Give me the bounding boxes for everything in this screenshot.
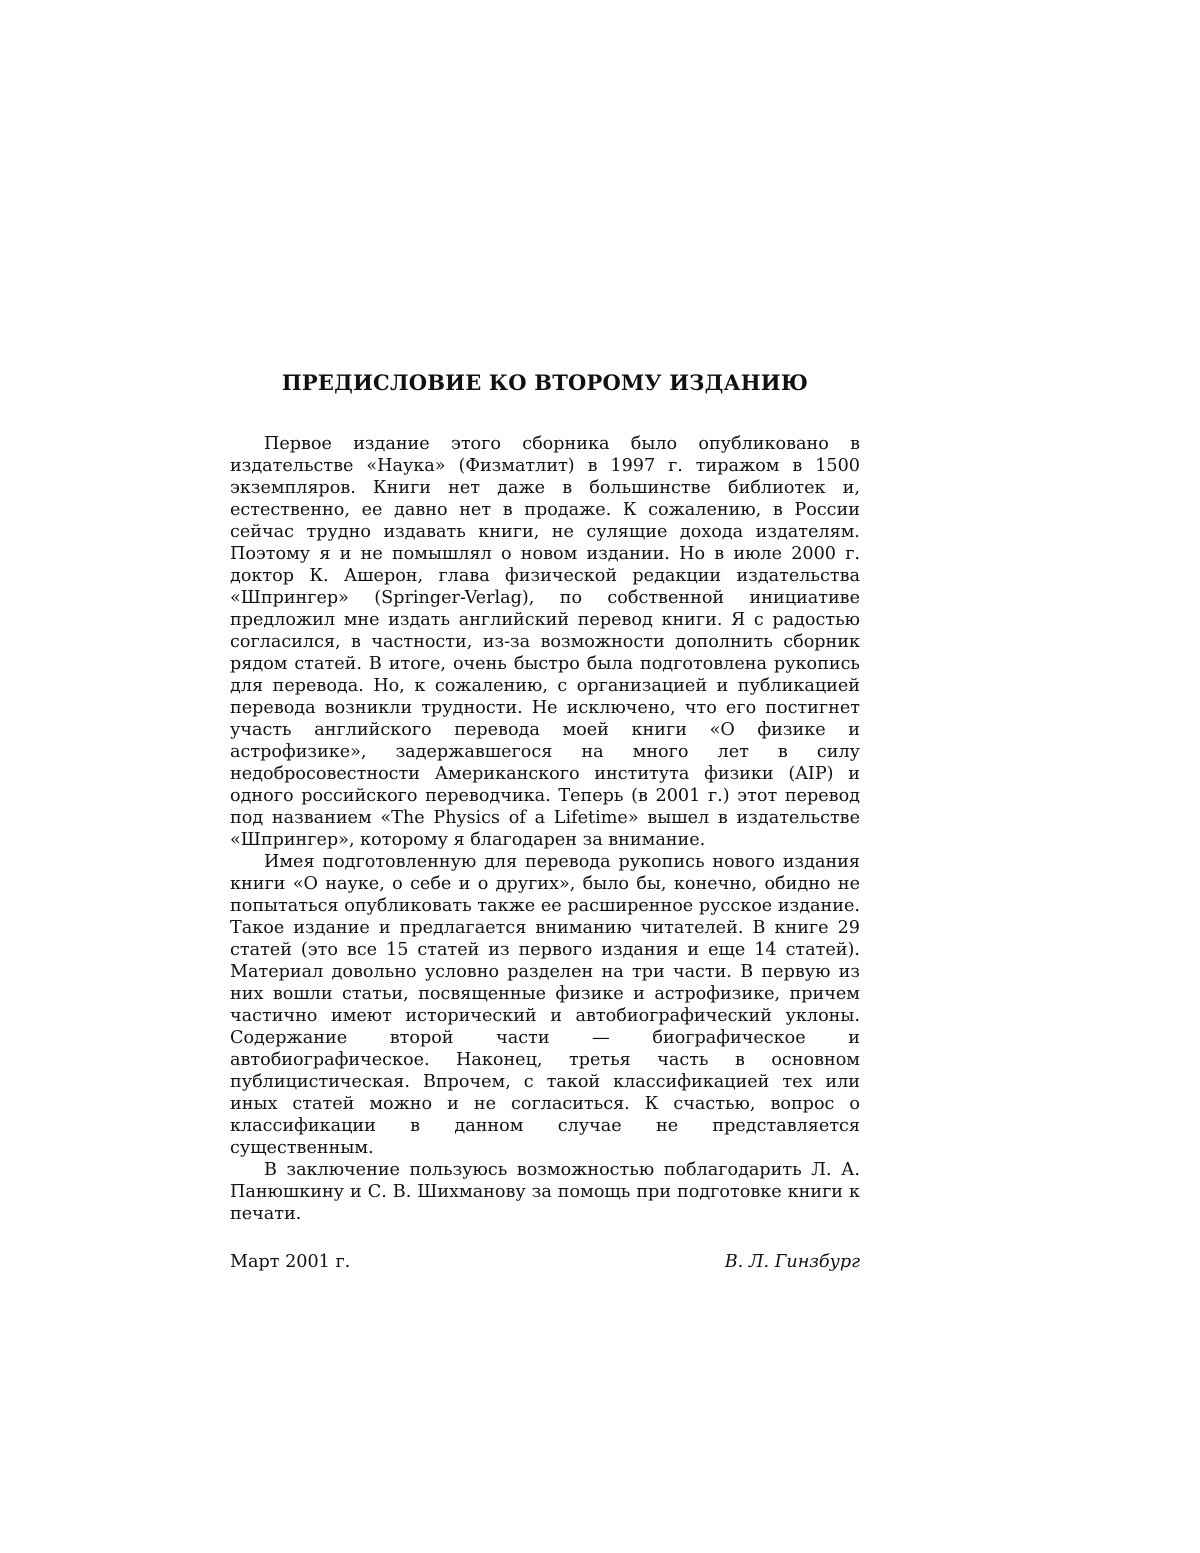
paragraph-1: Первое издание этого сборника было опубликовано в издательстве «Наука» (Физматлит) в 1997 г. тиражом в 1500 экземпляров. Книги нет даже в большинстве библиотек и, естественно, ее давно нет в продаже. К сожалению, в России сейчас трудно издавать книги, не сулящие дохода издателям. Поэтому я и не помышлял о новом издании. Но в июле 2000 г. доктор К. Ашерон, глава физической редакции издательства «Шпрингер» (Springer-Verlag), по собственной инициативе предложил мне издать английский перевод книги. Я с радостью согласился, в частности, из-за возможности дополнить сборник рядом статей. В итоге, очень быстро была подготовлена рукопись для перевода. Но, к сожалению, с организацией и публикацией перевода возникли трудности. Не исключено, что его постигнет участь английского перевода моей книги «О физике и астрофизике», задержавшегося на много лет в силу недобросовестности Американского института физики (AIP) и одного российского переводчика. Теперь (в 2001 г.) этот перевод под названием «The Physics of a Lifetime» вышел в издательстве «Шпрингер», которому я благодарен за внимание. <box>230 434 860 850</box>
preface-page <box>230 370 860 1273</box>
paragraph-3: В заключение пользуюсь возможностью поблагодарить Л. А. Панюшкину и С. В. Шихманову за помощь при подготовке книги к печати. <box>230 1160 860 1224</box>
page-title: ПРЕДИСЛОВИЕ КО ВТОРОМУ ИЗДАНИЮ <box>281 370 809 395</box>
signature-author: В. Л. Гинзбург <box>724 1252 860 1272</box>
signature-line <box>230 1251 860 1273</box>
paragraph-2: Имея подготовленную для перевода рукопись нового издания книги «О науке, о себе и о других», было бы, конечно, обидно не попытаться опубликовать также ее расширенное русское издание. Такое издание и предлагается вниманию читателей. В книге 29 статей (это все 15 статей из первого издания и еще 14 статей). Материал довольно условно разделен на три части. В первую из них вошли статьи, посвященные физике и астрофизике, причем частично имеют исторический и автобиографический уклоны. Содержание второй части — биографическое и автобиографическое. Наконец, третья часть в основном публицистическая. Впрочем, с такой классификацией тех или иных статей можно и не согласиться. К счастью, вопрос о классификации в данном случае не представляется существенным. <box>230 852 860 1158</box>
signature-date: Март 2001 г. <box>230 1252 351 1272</box>
